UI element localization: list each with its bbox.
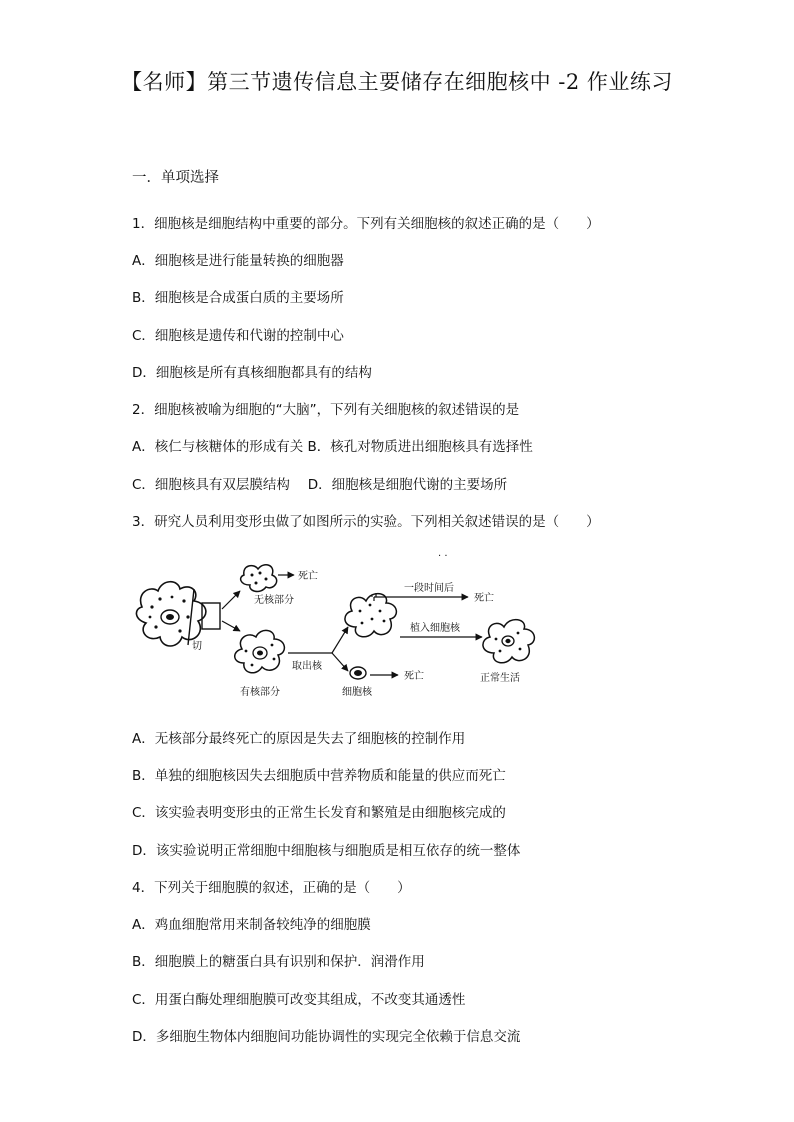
arrow-to-enucleated	[332, 627, 348, 653]
q1-option-c: C．细胞核是遗传和代谢的控制中心	[132, 328, 344, 344]
q3-option-d: D．该实验说明正常细胞中细胞核与细胞质是相互依存的统一整体	[132, 843, 521, 859]
q1-option-a: A．细胞核是进行能量转换的细胞器	[132, 253, 344, 269]
arrow-to-anucleate	[222, 591, 240, 609]
q4-option-b: B．细胞膜上的糖蛋白具有识别和保护．润滑作用	[132, 954, 425, 970]
question-2-stem: 2．细胞核被喻为细胞的“大脑”，下列有关细胞核的叙述错误的是	[132, 402, 520, 418]
q4-option-a: A．鸡血细胞常用来制备较纯净的细胞膜	[132, 917, 371, 933]
label-implant: 植入细胞核	[410, 623, 460, 634]
label-death-3: 死亡	[474, 593, 494, 604]
anucleate-part	[241, 565, 277, 592]
label-death-1: 死亡	[298, 571, 318, 582]
arrow-to-nucleate	[222, 621, 240, 631]
question-1-stem: 1．细胞核是细胞结构中重要的部分。下列有关细胞核的叙述正确的是（ ）	[132, 216, 600, 232]
q3-option-a: A．无核部分最终死亡的原因是失去了细胞核的控制作用	[132, 731, 466, 747]
label-nucleate: 有核部分	[240, 687, 280, 698]
q2-options-row-1: A．核仁与核糖体的形成有关 B．核孔对物质进出细胞核具有选择性	[132, 439, 533, 455]
q4-option-c: C．用蛋白酶处理细胞膜可改变其组成，不改变其通透性	[132, 992, 466, 1008]
arrow-to-nucleus	[332, 653, 348, 671]
label-normal: 正常生活	[480, 673, 520, 684]
page-title: 【名师】第三节遗传信息主要储存在细胞核中 -2 作业练习	[121, 70, 673, 94]
nucleate-part	[235, 630, 285, 672]
label-cut: 切	[192, 641, 202, 652]
normal-cell	[483, 620, 534, 663]
whole-amoeba	[136, 582, 205, 646]
amoeba-experiment-figure	[128, 545, 558, 707]
section-heading: 一．单项选择	[132, 170, 219, 186]
q4-option-d: D．多细胞生物体内细胞间功能协调性的实现完全依赖于信息交流	[132, 1029, 521, 1045]
q3-option-c: C．该实验表明变形虫的正常生长发育和繁殖是由细胞核完成的	[132, 805, 506, 821]
q2-options-row-2: C．细胞核具有双层膜结构 D．细胞核是细胞代谢的主要场所	[132, 477, 508, 493]
label-death-2: 死亡	[404, 671, 424, 682]
q1-option-d: D．细胞核是所有真核细胞都具有的结构	[132, 365, 372, 381]
question-3-stem: 3．研究人员利用变形虫做了如图所示的实验。下列相关叙述错误的是（ ）	[132, 514, 600, 530]
label-remove-nucleus: 取出核	[292, 661, 322, 672]
figure-dots: · ·	[438, 551, 448, 562]
q3-option-b: B．单独的细胞核因失去细胞质中营养物质和能量的供应而死亡	[132, 768, 506, 784]
isolated-nucleus	[350, 667, 366, 679]
enucleated-cell	[345, 594, 396, 637]
label-nucleus: 细胞核	[342, 687, 372, 698]
label-anucleate: 无核部分	[254, 595, 294, 606]
question-4-stem: 4．下列关于细胞膜的叙述，正确的是（ ）	[132, 880, 411, 896]
q1-option-b: B．细胞核是合成蛋白质的主要场所	[132, 290, 344, 306]
label-after-time: 一段时间后	[404, 583, 454, 594]
